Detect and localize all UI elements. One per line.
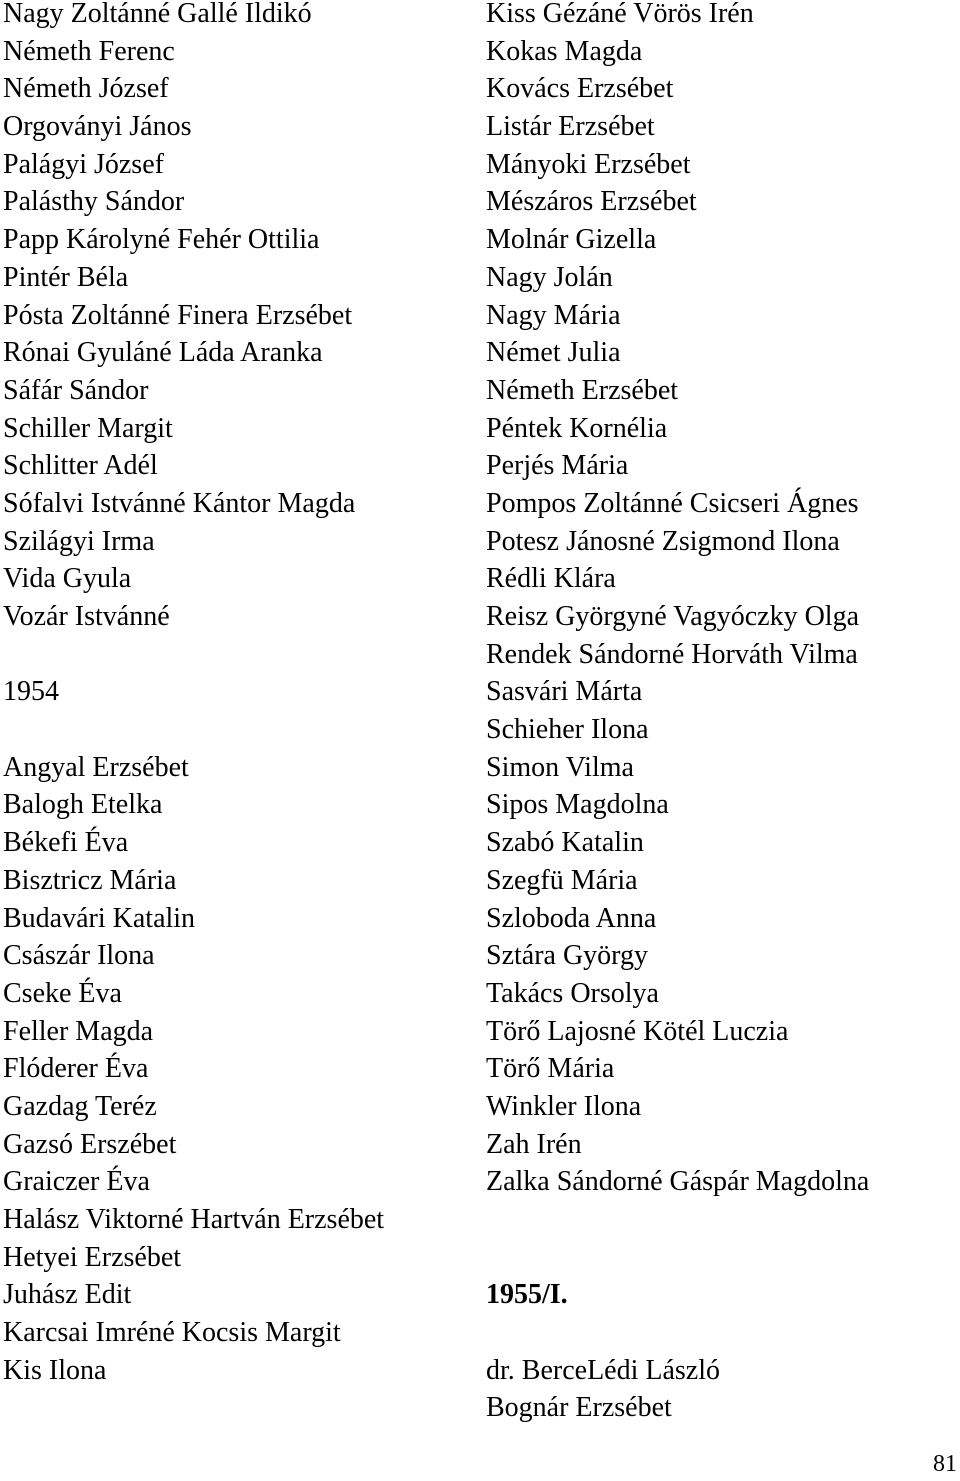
list-item: Szilágyi Irma — [3, 525, 155, 557]
list-item: Kiss Gézáné Vörös Irén — [486, 0, 754, 29]
spacer — [486, 1206, 956, 1244]
list-item: Békefi Éva — [3, 827, 129, 859]
list-item: Németh József — [3, 73, 169, 105]
list-item: Nagy Jolán — [486, 261, 613, 293]
list-item: Német Julia — [486, 337, 621, 369]
list-item: Szegfü Mária — [486, 864, 638, 896]
list-item: Szabó Katalin — [486, 827, 644, 859]
spacer — [486, 1319, 956, 1357]
list-item: Palásthy Sándor — [3, 186, 185, 218]
list-item: Potesz Jánosné Zsigmond Ilona — [486, 525, 840, 557]
list-item: Feller Magda — [3, 1015, 154, 1047]
list-item: Gazdag Teréz — [3, 1090, 157, 1122]
list-item: Pompos Zoltánné Csicseri Ágnes — [486, 487, 859, 519]
list-item: Kovács Erzsébet — [486, 73, 674, 105]
list-item: Nagy Mária — [486, 299, 621, 331]
list-item: Bognár Erzsébet — [486, 1392, 672, 1424]
page-number: 81 — [933, 1451, 957, 1477]
list-item: Flóderer Éva — [3, 1053, 149, 1085]
right-column — [486, 0, 956, 1432]
list-item: Juhász Edit — [3, 1279, 132, 1311]
list-item: Kokas Magda — [486, 35, 643, 67]
list-item: Gazsó Erszébet — [3, 1128, 177, 1160]
list-item: Németh Ferenc — [3, 35, 175, 67]
list-item: Hetyei Erzsébet — [3, 1241, 182, 1273]
list-item: Rónai Gyuláné Láda Aranka — [3, 337, 323, 369]
list-item: Zah Irén — [486, 1128, 582, 1160]
name-list-left-2 — [3, 751, 473, 1395]
list-item: Mányoki Erzsébet — [486, 148, 691, 180]
list-item: Orgoványi János — [3, 111, 192, 143]
list-item: Zalka Sándorné Gáspár Magdolna — [486, 1166, 870, 1198]
list-item: Palágyi József — [3, 148, 164, 180]
list-item: Vida Gyula — [3, 563, 132, 595]
list-item: Sztára György — [486, 940, 648, 972]
list-item: Rendek Sándorné Horváth Vilma — [486, 638, 858, 670]
name-list-left-1 — [3, 0, 473, 641]
name-list-right-1 — [486, 0, 956, 1206]
name-list-right-2 — [486, 1354, 956, 1432]
list-item: Péntek Kornélia — [486, 412, 668, 444]
list-item: Törő Mária — [486, 1053, 615, 1085]
list-item: Sasvári Márta — [486, 676, 643, 708]
list-item: Cseke Éva — [3, 977, 122, 1009]
list-item: Németh Erzsébet — [486, 374, 679, 406]
list-item: Schiller Margit — [3, 412, 173, 444]
list-item: Mészáros Erzsébet — [486, 186, 697, 218]
year-heading-1955-i: 1955/I. — [486, 1279, 568, 1311]
list-item: Schlitter Adél — [3, 450, 158, 482]
spacer — [486, 1244, 956, 1282]
list-item: Simon Vilma — [486, 751, 634, 783]
list-item: Sipos Magdolna — [486, 789, 669, 821]
year-heading-1954: 1954 — [3, 676, 59, 708]
left-column — [3, 0, 473, 1394]
list-item: Budavári Katalin — [3, 902, 196, 934]
list-item: dr. BerceLédi László — [486, 1354, 721, 1386]
list-item: Angyal Erzsébet — [3, 751, 189, 783]
list-item: Perjés Mária — [486, 450, 629, 482]
list-item: Vozár Istvánné — [3, 601, 170, 632]
list-item: Schieher Ilona — [486, 714, 649, 746]
list-item: Balogh Etelka — [3, 789, 163, 821]
list-item: Listár Erzsébet — [486, 111, 655, 143]
list-item: Pintér Béla — [3, 261, 129, 293]
list-item: Reisz Györgyné Vagyóczky Olga — [486, 601, 859, 632]
list-item: Császár Ilona — [3, 940, 155, 972]
list-item: Nagy Zoltánné Gallé Ildikó — [3, 0, 312, 29]
list-item: Kis Ilona — [3, 1354, 107, 1386]
list-item: Sófalvi Istvánné Kántor Magda — [3, 487, 356, 519]
list-item: Pósta Zoltánné Finera Erzsébet — [3, 299, 353, 331]
list-item: Molnár Gizella — [486, 224, 657, 256]
list-item: Halász Viktorné Hartván Erzsébet — [3, 1204, 385, 1235]
list-item: Törő Lajosné Kötél Luczia — [486, 1015, 789, 1047]
spacer — [3, 641, 473, 679]
list-item: Papp Károlyné Fehér Ottilia — [3, 224, 320, 256]
list-item: Winkler Ilona — [486, 1090, 642, 1122]
list-item: Bisztricz Mária — [3, 864, 177, 896]
list-item: Rédli Klára — [486, 563, 616, 595]
spacer — [3, 716, 473, 754]
list-item: Karcsai Imréné Kocsis Margit — [3, 1317, 341, 1349]
list-item: Takács Orsolya — [486, 977, 659, 1009]
list-item: Szloboda Anna — [486, 902, 657, 934]
list-item: Graiczer Éva — [3, 1166, 150, 1198]
list-item: Sáfár Sándor — [3, 374, 149, 406]
